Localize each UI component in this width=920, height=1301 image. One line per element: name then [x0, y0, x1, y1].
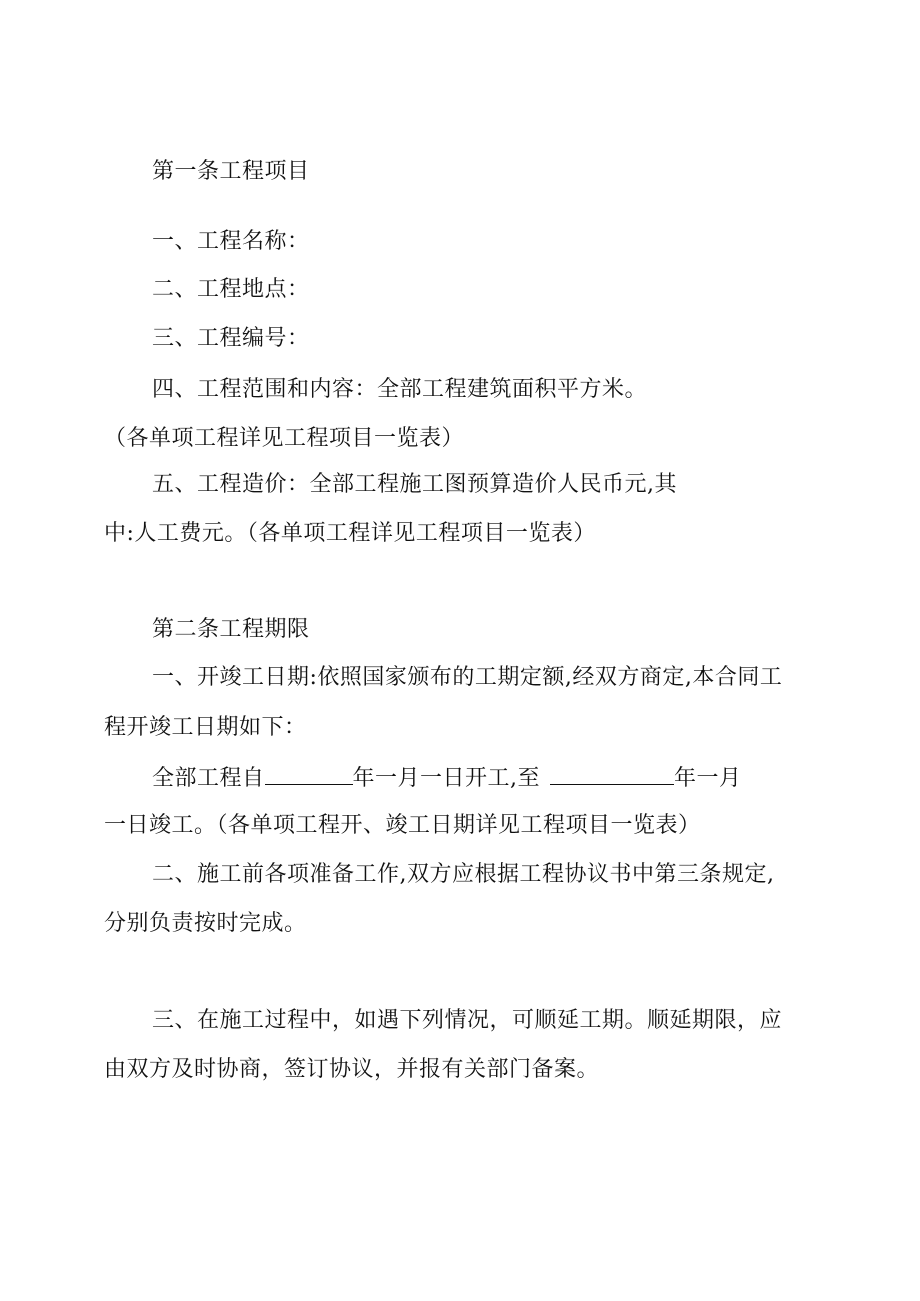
extension-item-line2: 由双方及时协商，签订协议，并报有关部门备案。	[104, 1057, 600, 1082]
project-location-item: 二、工程地点：	[152, 277, 310, 302]
preparation-item-line1: 二、施工前各项准备工作,双方应根据工程协议书中第三条规定,	[152, 862, 775, 887]
start-end-date-item-line1: 一、开竣工日期:依照国家颁布的工期定额,经双方商定,本合同工	[152, 665, 783, 690]
schedule-line2: 一日竣工。（各单项工程开、竣工日期详见工程项目一览表）	[104, 813, 701, 838]
article1-heading: 第一条工程项目	[152, 159, 310, 184]
schedule-text-end: 年一月	[674, 766, 742, 791]
schedule-text-start: 全部工程自	[152, 766, 265, 791]
article2-heading: 第二条工程期限	[152, 617, 310, 642]
schedule-text-middle: 年一月一日开工,至	[352, 766, 541, 791]
extension-item-line1: 三、在施工过程中，如遇下列情况，可顺延工期。顺延期限，应	[152, 1008, 783, 1033]
project-cost-item-line1: 五、工程造价：全部工程施工图预算造价人民币元,其	[152, 472, 677, 497]
project-scope-item-line2: （各单项工程详见工程项目一览表）	[104, 426, 465, 451]
start-end-date-item-line2: 程开竣工日期如下：	[104, 715, 307, 740]
project-scope-item-line1: 四、工程范围和内容：全部工程建筑面积平方米。	[152, 377, 648, 402]
schedule-line1	[152, 762, 742, 794]
project-number-item: 三、工程编号：	[152, 326, 310, 351]
project-name-item: 一、工程名称：	[152, 229, 310, 254]
start-year-blank	[265, 762, 353, 785]
end-year-blank	[550, 762, 674, 785]
project-cost-item-line2: 中:人工费元。（各单项工程详见工程项目一览表）	[104, 521, 596, 546]
preparation-item-line2: 分别负责按时完成。	[104, 911, 307, 936]
